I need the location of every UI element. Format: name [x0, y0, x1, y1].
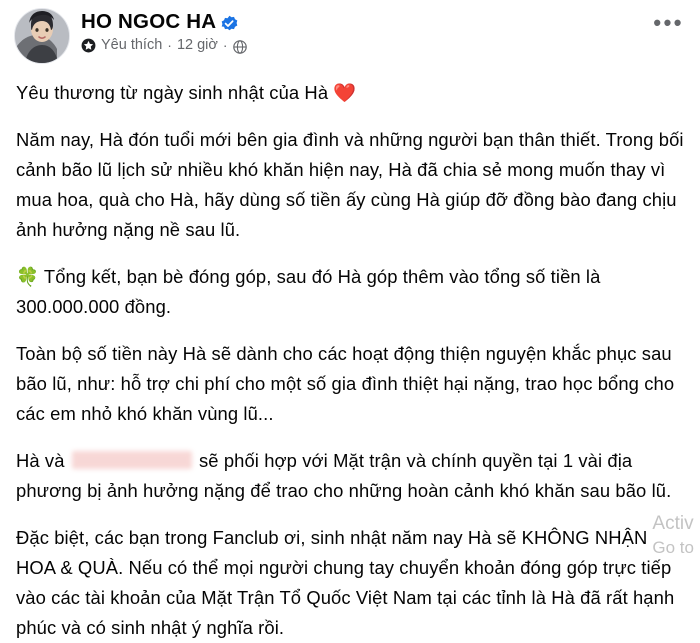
redacted-name — [72, 451, 192, 469]
watermark-line-1: Activ — [652, 513, 694, 534]
redacted-paragraph-after: sẽ phối hợp với Mặt trận và chính quyền tại 1 vài địa phương bị ảnh hưởng nặng để trao cho những hoàn cảnh khó khăn sau bão lũ. — [16, 450, 672, 501]
post-timestamp[interactable]: 12 giờ — [176, 37, 218, 53]
meta-separator-2: · — [222, 37, 228, 53]
profile-photo-image — [15, 9, 69, 63]
post-paragraph-6: Đặc biệt, các bạn trong Fanclub ơi, sinh nhật năm nay Hà sẽ KHÔNG NHẬN HOA & QUÀ. Nếu có thể mọi người chung tay chuyển khoản đóng góp trực tiếp vào các tài khoản của Mặt Trận Tổ Quốc Việt Nam tại các tỉnh là Hà đã rất hạnh phúc và có sinh nhật ý nghĩa rồi. — [16, 527, 675, 638]
post-meta — [81, 37, 645, 54]
post-paragraph-4: Toàn bộ số tiền này Hà sẽ dành cho các hoạt động thiện nguyện khắc phục sau bão lũ, như: hỗ trợ chi phí cho một số gia đình thiệt hại nặng, trao học bổng cho các em nhỏ khó khăn vùng lũ... — [16, 343, 675, 424]
verified-badge-icon — [221, 15, 238, 32]
star-icon — [81, 38, 96, 53]
post-paragraph-3: 🍀 Tổng kết, bạn bè đóng góp, sau đó Hà góp thêm vào tổng số tiền là 300.000.000 đồng. — [16, 266, 601, 317]
redacted-paragraph-before: Hà và — [16, 450, 65, 471]
watermark-line-2: Go to — [652, 538, 694, 557]
post-header — [0, 0, 700, 64]
author-row — [81, 11, 645, 33]
avatar[interactable] — [14, 8, 70, 64]
post-paragraph-2: Năm nay, Hà đón tuổi mới bên gia đình và những người bạn thân thiết. Trong bối cảnh bão lũ lịch sử nhiều khó khăn hiện nay, Hà đã chia sẻ mong muốn thay vì mua hoa, quà cho Hà, hãy dùng số tiền ấy cùng Hà giúp đỡ đồng bào đang chịu ảnh hưởng nặng nề sau lũ. — [16, 129, 684, 240]
post-paragraph-1: Yêu thương từ ngày sinh nhật của Hà ❤️ — [16, 82, 357, 103]
post-body — [0, 64, 700, 643]
favorite-label[interactable]: Yêu thích — [101, 37, 163, 53]
meta-separator-1: · — [167, 37, 172, 53]
globe-icon[interactable] — [233, 40, 247, 54]
post-options-button[interactable]: ••• — [653, 10, 684, 35]
post-paragraph-redacted — [16, 446, 684, 506]
page-title[interactable]: HO NGOC HA — [81, 10, 217, 33]
header-text — [81, 8, 645, 54]
